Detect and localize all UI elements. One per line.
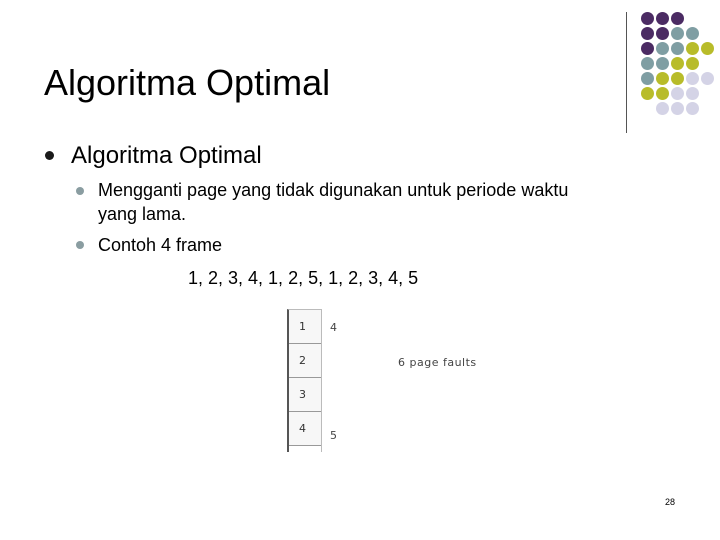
decor-dot: [701, 42, 714, 55]
decor-dot: [686, 27, 699, 40]
frame-cell: 2: [289, 344, 321, 378]
bullet-level2: Contoh 4 frame: [98, 235, 223, 255]
decor-dot: [656, 42, 669, 55]
bullet-level2: Mengganti page yang tidak digunakan untuk periode waktu: [98, 180, 569, 200]
replaced-page-label: 5: [330, 429, 337, 442]
decor-dot: [686, 57, 699, 70]
decor-dot: [656, 102, 669, 115]
decor-dot: [641, 12, 654, 25]
decor-dot: [656, 12, 669, 25]
reference-string: 1, 2, 3, 4, 1, 2, 5, 1, 2, 3, 4, 5: [188, 268, 419, 288]
decor-dot: [686, 102, 699, 115]
page-number: 28: [665, 497, 676, 507]
decor-dot: [671, 102, 684, 115]
frame-cell: 3: [289, 378, 321, 412]
decor-dot: [641, 72, 654, 85]
frame-cell: 4: [289, 412, 321, 446]
decor-dot: [641, 57, 654, 70]
decor-dot: [686, 72, 699, 85]
divider-line: [626, 12, 627, 133]
bullet-level2-continuation: yang lama.: [98, 204, 187, 224]
decor-dot: [656, 72, 669, 85]
frame-cell: 1: [289, 310, 321, 344]
decor-dot: [656, 57, 669, 70]
decor-dot: [671, 57, 684, 70]
decor-dot: [656, 87, 669, 100]
decor-dot: [671, 12, 684, 25]
page-fault-count: 6 page faults: [398, 356, 477, 369]
decor-dot: [701, 72, 714, 85]
slide-title: Algoritma Optimal: [44, 62, 331, 103]
replaced-page-label: 4: [330, 321, 337, 334]
decor-dot: [671, 42, 684, 55]
bullet-level1: Algoritma Optimal: [71, 142, 262, 169]
decor-dot: [671, 27, 684, 40]
decor-dot: [641, 87, 654, 100]
bullet-dot: [76, 241, 84, 249]
decor-dot: [686, 42, 699, 55]
decor-dot: [641, 42, 654, 55]
decor-dot: [686, 87, 699, 100]
bullet-dot: [76, 187, 84, 195]
decor-dot: [641, 27, 654, 40]
decor-dot: [656, 27, 669, 40]
bullet-dot: [45, 151, 54, 160]
frame-table: [287, 309, 322, 452]
decor-dot: [671, 72, 684, 85]
decor-dot: [671, 87, 684, 100]
